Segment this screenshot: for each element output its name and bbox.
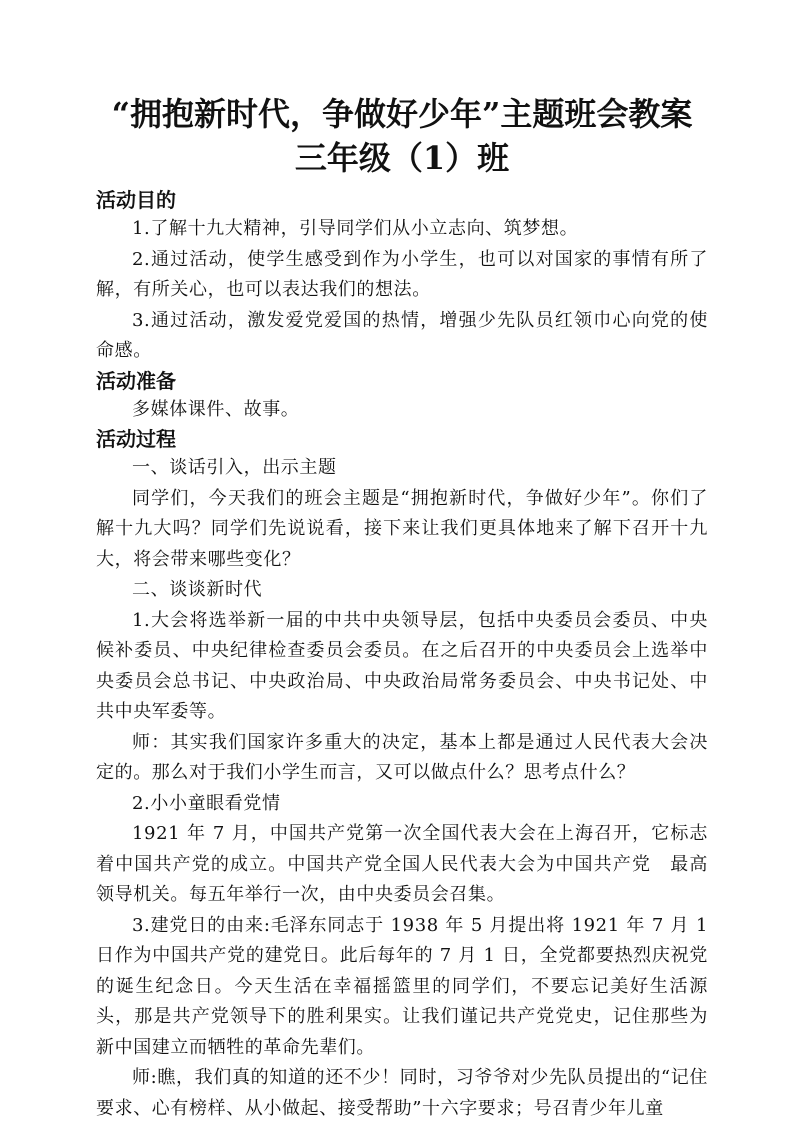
paragraph: 1.大会将选举新一届的中共中央领导层，包括中央委员会委员、中央候补委员、中央纪律检查委员会委员。在之后召开的中央委员会上选举中央委员会总书记、中央政治局、中央政治局常务委员会、中央书记处、中共中央军委等。 bbox=[96, 609, 708, 722]
section-heading: 活动过程 bbox=[96, 427, 176, 451]
paragraph: 1921 年 7 月，中国共产党第一次全国代表大会在上海召开，它标志着中国共产党的成立。中国共产党全国人民代表大会为中国共产党 最高领导机关。每五年举行一次，由中央委员会召集。 bbox=[96, 823, 708, 905]
paragraph: 师：其实我们国家许多重大的决定，基本上都是通过人民代表大会决定的。那么对于我们小学生而言，又可以做点什么？思考点什么？ bbox=[96, 731, 708, 783]
section-heading: 活动准备 bbox=[96, 368, 176, 393]
paragraph: 多媒体课件、故事。 bbox=[132, 398, 300, 420]
paragraph: 2.通过活动，使学生感受到作为小学生，也可以对国家的事情有所了解，有所关心，也可以表达我们的想法。 bbox=[96, 248, 708, 300]
paragraph: 3.通过活动，激发爱党爱国的热情，增强少先队员红领巾心向党的使命感。 bbox=[96, 309, 708, 361]
paragraph: 1.了解十九大精神，引导同学们从小立志向、筑梦想。 bbox=[132, 218, 579, 239]
paragraph: 二、谈谈新时代 bbox=[132, 579, 263, 600]
paragraph: 一、谈话引入，出示主题 bbox=[132, 457, 337, 478]
section-heading: 活动目的 bbox=[96, 188, 176, 212]
section-activity-process bbox=[96, 425, 708, 1124]
document-subtitle: 三年级（1）班 bbox=[294, 139, 510, 177]
section-activity-preparation bbox=[96, 367, 708, 426]
paragraph: 同学们，今天我们的班会主题是“拥抱新时代，争做好少年”。你们了解十九大吗？同学们先说说看，接下来让我们更具体地来了解下召开十九大，将会带来哪些变化？ bbox=[96, 487, 708, 570]
paragraph: 3.建党日的由来:毛泽东同志于 1938 年 5 月提出将 1921 年 7 月 1 日作为中国共产党的建党日。此后每年的 7 月 1 日，全党都要热烈庆祝党的诞生纪念日。今天生活在幸福摇篮里的同学们，不要忘记美好生活源头，那是共产党领导下的胜利果实。让我们谨记共产党党史，记住那些为新中国建立而牺牲的革命先辈们。 bbox=[96, 914, 708, 1058]
paragraph: 2.小小童眼看党情 bbox=[132, 792, 281, 814]
section-activity-purpose bbox=[96, 186, 708, 367]
paragraph: 师:瞧，我们真的知道的还不少！同时，习爷爷对少先队员提出的“记住要求、心有榜样、从小做起、接受帮助”十六字要求；号召青少年儿童 bbox=[96, 1067, 708, 1119]
document-page bbox=[96, 92, 708, 1124]
document-title: “拥抱新时代，争做好少年”主题班会教案 bbox=[111, 95, 693, 133]
